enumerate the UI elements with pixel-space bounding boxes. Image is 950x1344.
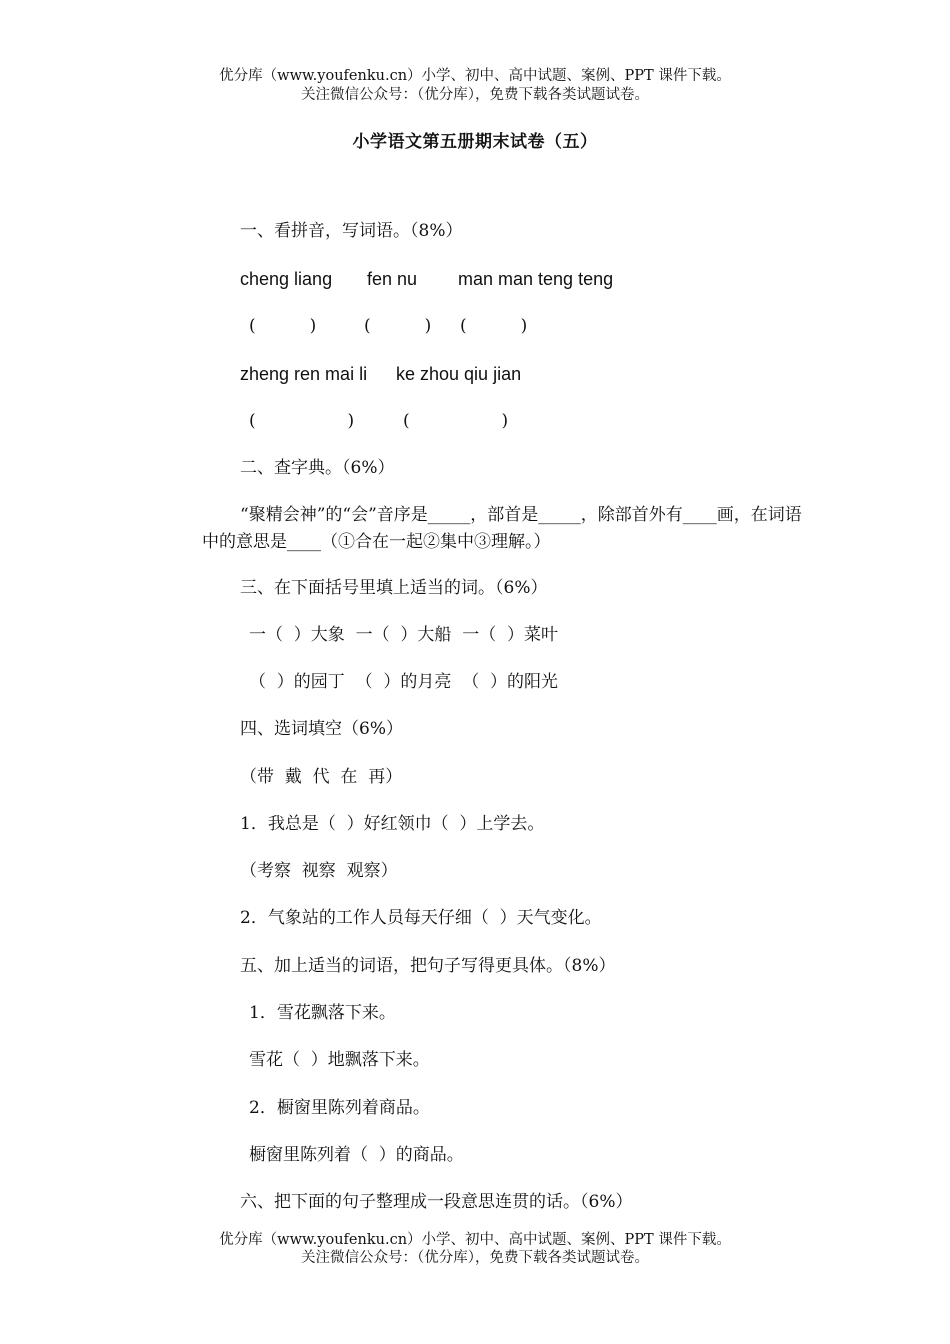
header-line-2: 关注微信公众号：（优分库），免费下载各类试题试卷。 <box>301 87 649 103</box>
pinyin-item: fen nu <box>367 269 418 289</box>
footer-line-2: 关注微信公众号：（优分库），免费下载各类试题试卷。 <box>301 1250 649 1266</box>
question-item: 1．我总是（ ）好红领巾（ ）上学去。 <box>240 814 545 834</box>
section3-row: （ ）的园丁 （ ）的月亮 （ ）的阳光 <box>249 672 559 692</box>
section3-heading: 三、在下面括号里填上适当的词。（6%） <box>240 578 548 598</box>
section6-heading: 六、把下面的句子整理成一段意思连贯的话。（6%） <box>240 1192 633 1212</box>
pinyin-item: man man teng teng <box>458 269 614 289</box>
section2-heading: 二、查字典。（6%） <box>240 458 395 478</box>
section4-heading: 四、选词填空（6%） <box>240 719 403 739</box>
answer-line: 橱窗里陈列着（ ）的商品。 <box>249 1145 464 1165</box>
question-item: 2．气象站的工作人员每天仔细（ ）天气变化。 <box>240 908 602 928</box>
pinyin-item: ke zhou qiu jian <box>396 364 522 384</box>
footer-line-1: 优分库（www.youfenku.cn）小学、初中、高中试题、案例、PPT 课件下载。 <box>219 1232 731 1248</box>
answer-bracket: ( ) <box>249 411 355 431</box>
word-options: （考察 视察 观察） <box>240 861 398 881</box>
header-line-1: 优分库（www.youfenku.cn）小学、初中、高中试题、案例、PPT 课件下载。 <box>219 68 731 84</box>
answer-bracket: ( ) <box>249 316 317 336</box>
page-title: 小学语文第五册期末试卷（五） <box>352 132 598 152</box>
question-item: 1．雪花飘落下来。 <box>249 1003 396 1023</box>
word-options: （带 戴 代 在 再） <box>240 767 403 787</box>
answer-line: 雪花（ ）地飘落下来。 <box>249 1050 430 1070</box>
pinyin-item: cheng liang <box>240 269 333 289</box>
answer-bracket: ( ) <box>403 411 509 431</box>
section5-heading: 五、加上适当的词语，把句子写得更具体。（8%） <box>240 956 616 976</box>
answer-bracket: ( ) <box>364 316 432 336</box>
section3-row: 一（ ）大象 一（ ）大船 一（ ）菜叶 <box>249 625 559 645</box>
pinyin-item: zheng ren mai li <box>240 364 368 384</box>
section2-question: “聚精会神”的“会”音序是_____，部首是_____，除部首外有____画，在词语中的意思是____（①合在一起②集中③理解。） <box>202 505 802 552</box>
answer-bracket: ( ) <box>460 316 528 336</box>
section1-heading: 一、看拼音，写词语。（8%） <box>240 221 463 241</box>
question-item: 2．橱窗里陈列着商品。 <box>249 1098 430 1118</box>
